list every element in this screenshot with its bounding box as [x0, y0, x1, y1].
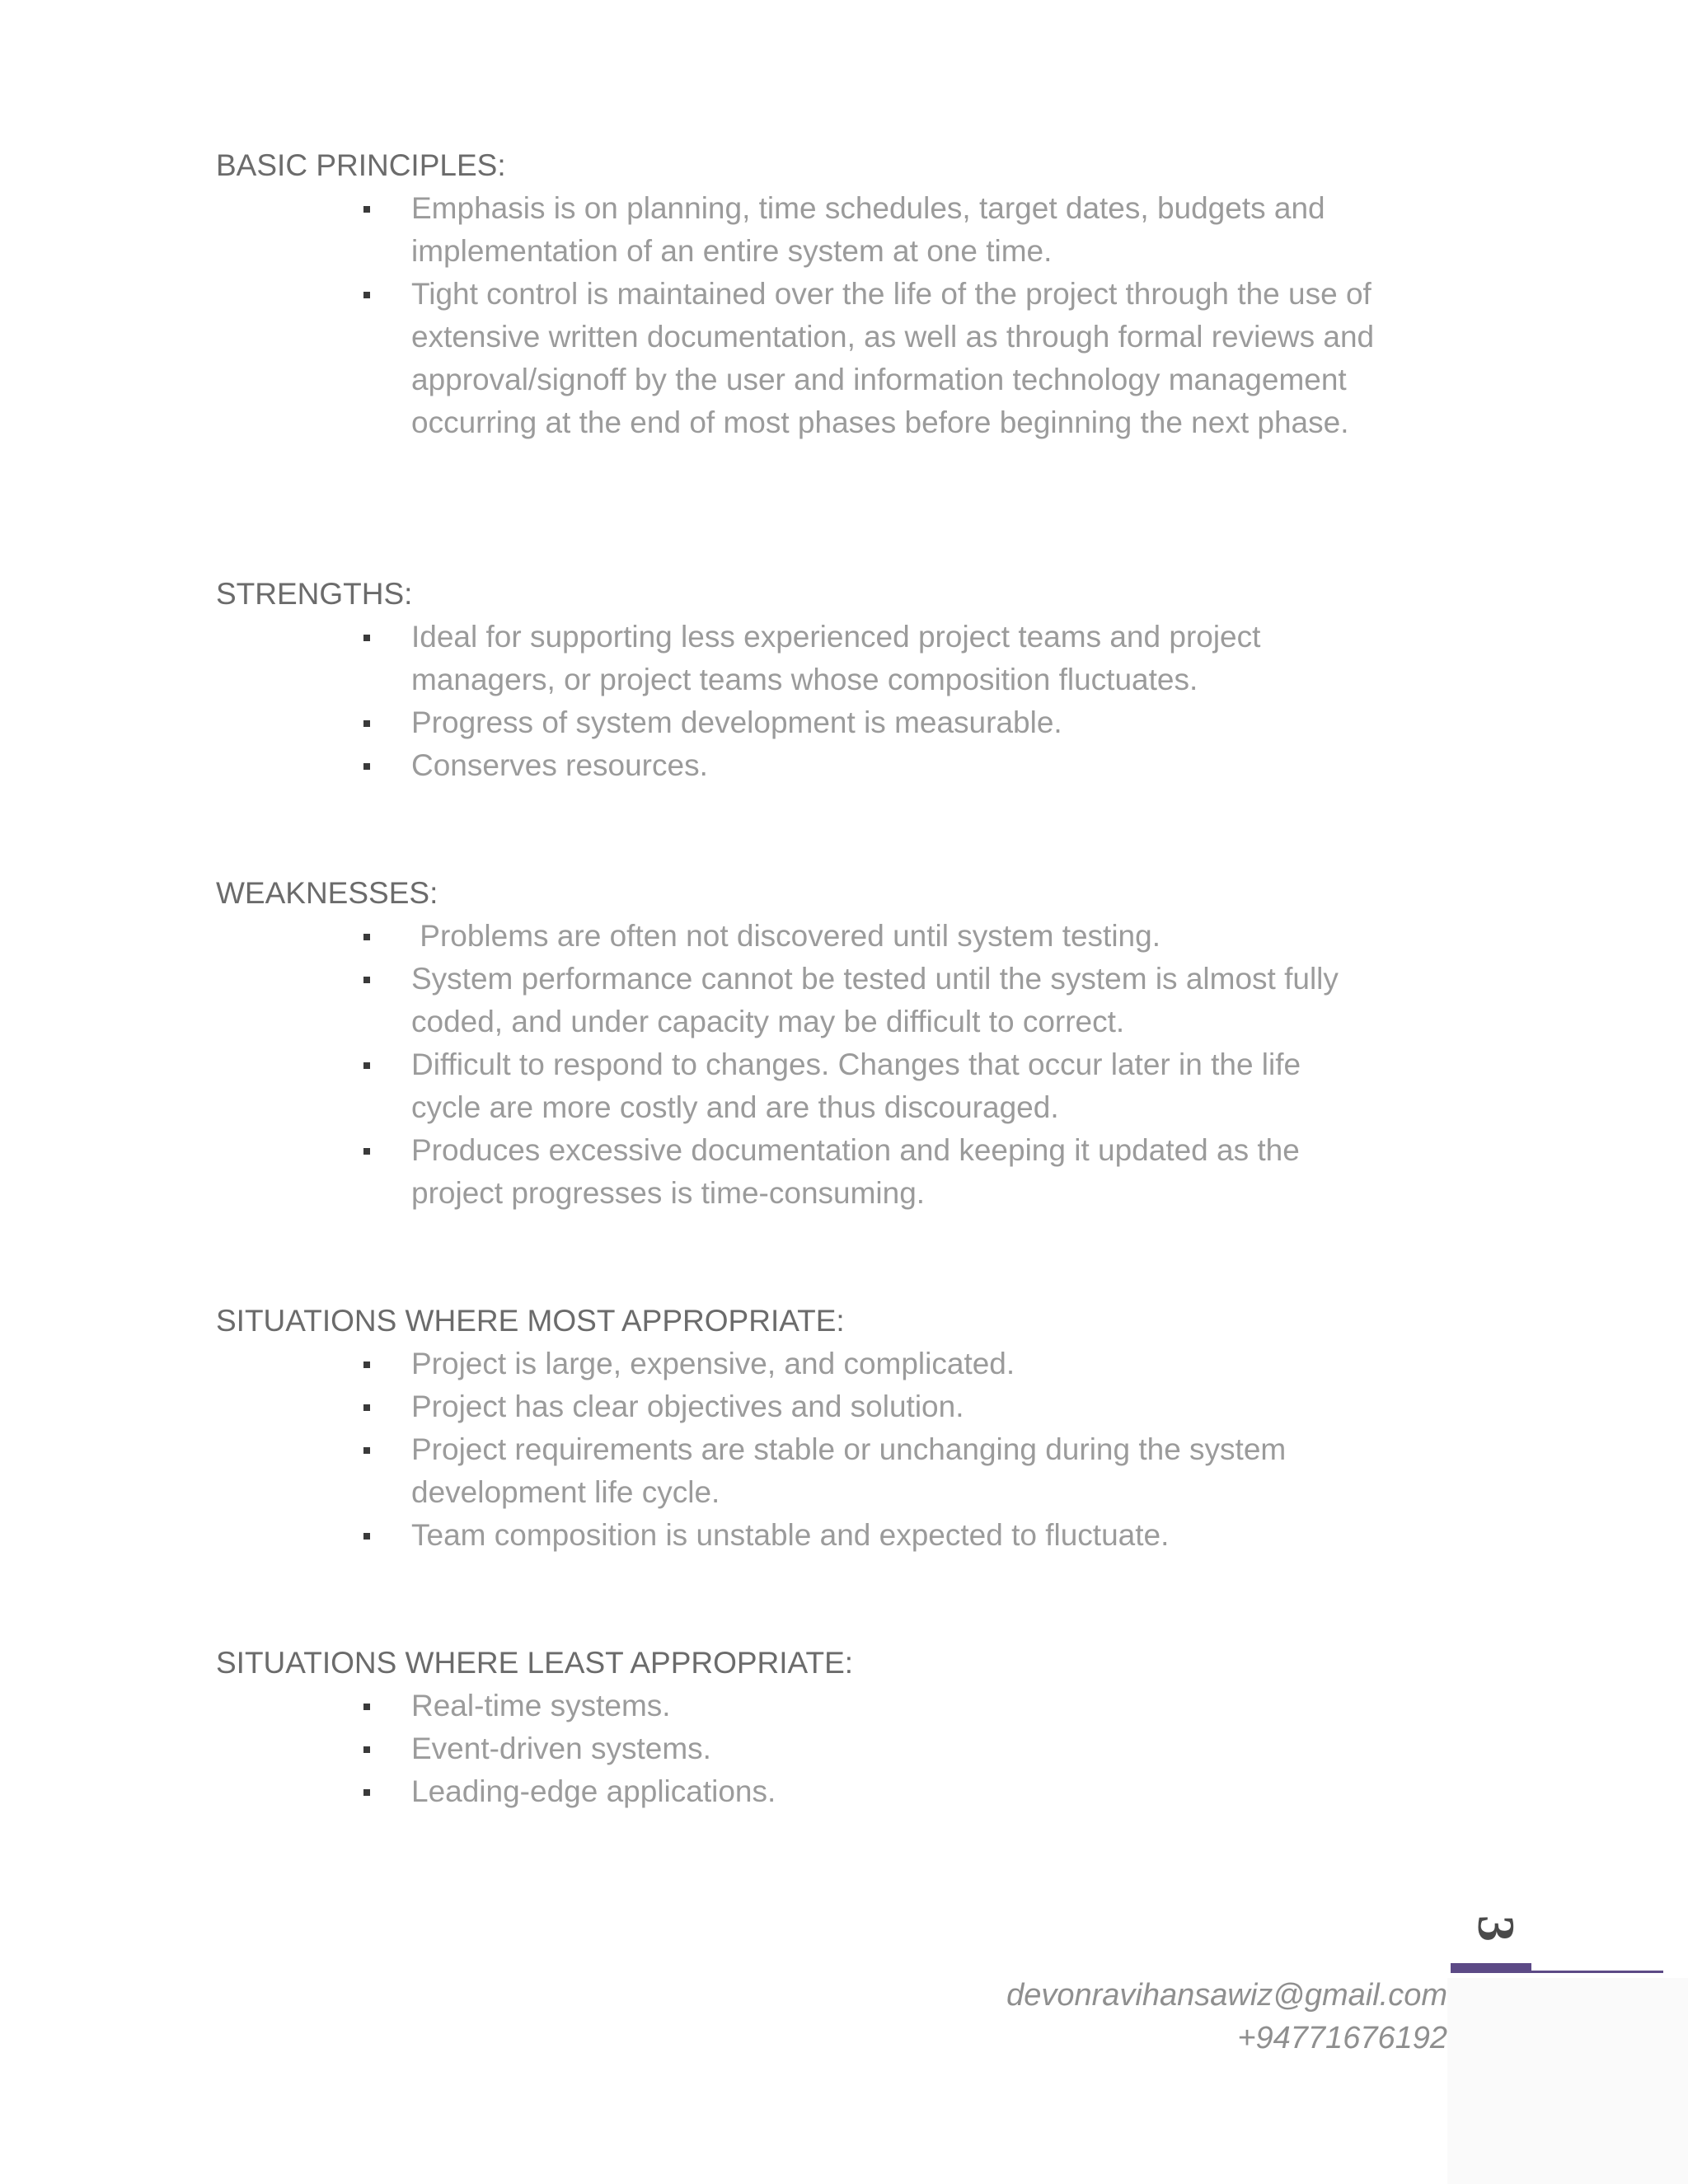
list-item-text: Conserves resources. — [411, 748, 708, 782]
bullet-icon — [363, 206, 370, 213]
bullet-icon — [363, 1148, 370, 1155]
section-heading: SITUATIONS WHERE LEAST APPROPRIATE: — [216, 1646, 854, 1680]
bullet-list — [216, 187, 1452, 444]
list-item — [216, 187, 1376, 273]
list-item-text: Emphasis is on planning, time schedules, target dates, budgets and implementation of an entire system at one time. — [411, 191, 1325, 268]
list-item — [216, 616, 1376, 701]
list-item — [216, 744, 1376, 787]
list-item-text: Leading-edge applications. — [411, 1774, 776, 1808]
contact-phone: +94771676192 — [1237, 2021, 1447, 2055]
list-item — [216, 1428, 1376, 1514]
bullet-icon — [363, 292, 370, 298]
list-item — [216, 1770, 1376, 1813]
contact-email: devonravihansawiz@gmail.com — [1006, 1978, 1447, 2013]
section-heading: SITUATIONS WHERE MOST APPROPRIATE: — [216, 1304, 845, 1338]
page-number-bar — [1451, 1963, 1531, 1973]
list-item-text: Project has clear objectives and solution. — [411, 1390, 964, 1423]
bullet-list — [216, 1685, 1452, 1813]
section-weaknesses — [216, 872, 1452, 1215]
bullet-list — [216, 616, 1452, 787]
list-item-text: Problems are often not discovered until system testing. — [411, 919, 1160, 953]
list-item — [216, 701, 1376, 744]
footer-rule — [1531, 1971, 1663, 1973]
bullet-icon — [363, 1746, 370, 1753]
list-item-text: Project requirements are stable or unchanging during the system development life cycle. — [411, 1432, 1287, 1509]
section-least-appropriate — [216, 1642, 1452, 1813]
bullet-icon — [363, 934, 370, 940]
list-item-text: Tight control is maintained over the life of the project through the use of extensive written documentation, as well as through formal reviews and approval/signoff by the user and information technology management occurring at the end of most phases before beginning the next phase. — [411, 277, 1375, 439]
section-heading: WEAKNESSES: — [216, 876, 438, 910]
page-number: 3 — [1467, 1915, 1526, 1942]
section-basic-principles — [216, 144, 1452, 444]
list-item-text: Produces excessive documentation and keeping it updated as the project progresses is time-consuming. — [411, 1133, 1300, 1210]
list-item-text: Ideal for supporting less experienced project teams and project managers, or project teams whose composition fluctuates. — [411, 620, 1261, 696]
bullet-icon — [363, 763, 370, 770]
bullet-icon — [363, 1704, 370, 1710]
list-item-text: System performance cannot be tested until the system is almost fully coded, and under capacity may be difficult to correct. — [411, 962, 1339, 1038]
bullet-icon — [363, 977, 370, 983]
section-heading: BASIC PRINCIPLES: — [216, 148, 506, 182]
list-item — [216, 1514, 1376, 1557]
list-item-text: Difficult to respond to changes. Changes that occur later in the life cycle are more costly and are thus discouraged. — [411, 1047, 1301, 1124]
list-item-text: Real-time systems. — [411, 1689, 671, 1722]
bullet-icon — [363, 1062, 370, 1069]
list-item — [216, 1385, 1376, 1428]
bullet-list — [216, 915, 1452, 1215]
list-item — [216, 1727, 1376, 1770]
bullet-icon — [363, 1533, 370, 1540]
bullet-icon — [363, 1404, 370, 1411]
bullet-icon — [363, 720, 370, 727]
bullet-list — [216, 1343, 1452, 1557]
list-item-text: Team composition is unstable and expected to fluctuate. — [411, 1518, 1170, 1552]
list-item — [216, 1685, 1376, 1727]
list-item — [216, 273, 1376, 444]
bullet-icon — [363, 635, 370, 641]
list-item-text: Event-driven systems. — [411, 1732, 711, 1765]
section-heading: STRENGTHS: — [216, 577, 413, 611]
section-strengths — [216, 573, 1452, 787]
bullet-icon — [363, 1447, 370, 1454]
list-item — [216, 1043, 1376, 1129]
section-most-appropriate — [216, 1300, 1452, 1557]
bullet-icon — [363, 1361, 370, 1368]
list-item — [216, 915, 1376, 958]
list-item — [216, 958, 1376, 1043]
footer-panel — [1447, 1978, 1688, 2184]
list-item — [216, 1343, 1376, 1385]
bullet-icon — [363, 1789, 370, 1796]
list-item — [216, 1129, 1376, 1215]
list-item-text: Project is large, expensive, and complicated. — [411, 1347, 1015, 1380]
list-item-text: Progress of system development is measurable. — [411, 705, 1062, 739]
